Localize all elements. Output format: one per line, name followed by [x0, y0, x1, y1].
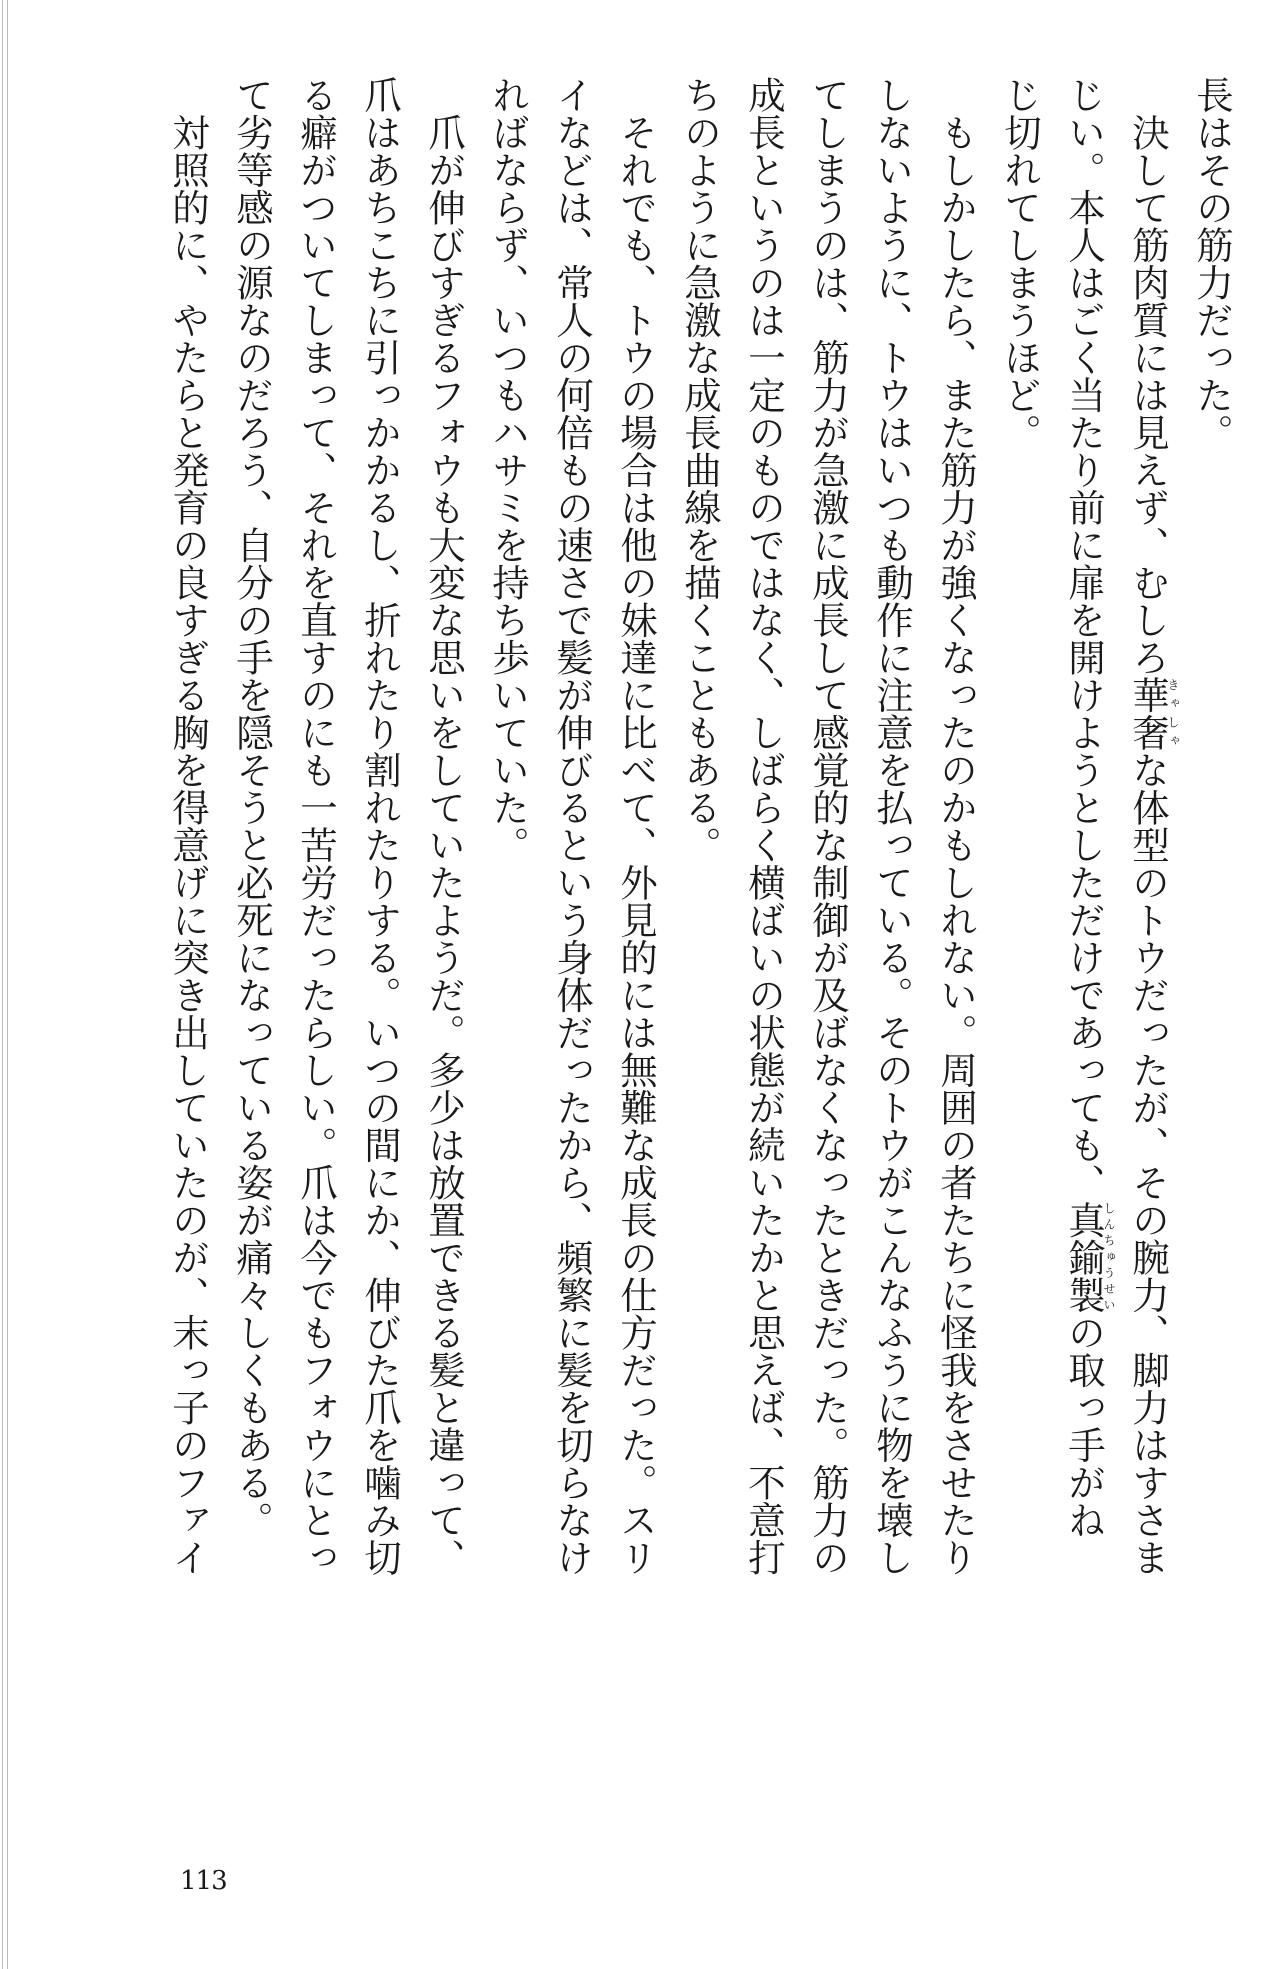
text-line [860, 76, 924, 1596]
text-segment: の取っ手がね [1062, 1313, 1106, 1539]
text-line [220, 76, 284, 1596]
text-segment: イなどは、常人の何倍もの速さで髪が伸びるという身体だったから、頻繁に髪を切らなけ [550, 76, 594, 1576]
text-line [924, 76, 988, 1596]
text-line [476, 76, 540, 1596]
text-segment: ちのように急激な成長曲線を描くこともある。 [678, 76, 722, 864]
text-segment: ればならず、いつもハサミを持ち歩いていた。 [486, 76, 530, 864]
ruby-word: 真鍮製しんちゅうせい [1062, 1201, 1116, 1314]
text-line [732, 76, 796, 1596]
page-edge [0, 0, 12, 1969]
text-segment: てしまうのは、筋力が急激に成長して感覚的な制御が及ばなくなったときだった。筋力の [806, 76, 850, 1576]
text-line [604, 76, 668, 1596]
text-line [1116, 76, 1180, 1596]
text-line [412, 76, 476, 1596]
text-segment: もしかしたら、また筋力が強くなったのかもしれない。周囲の者たちに怪我をさせたり [934, 76, 978, 1576]
ruby-reading: きゃしゃ [1166, 676, 1180, 751]
text-line [156, 76, 220, 1596]
body-text [154, 76, 1244, 1596]
text-segment: 爪はあちこちに引っかかるし、折れたり割れたりする。いつの間にか、伸びた爪を噛み切 [358, 76, 402, 1576]
text-segment: 決して筋肉質には見えず、むしろ [1126, 76, 1170, 676]
text-line [668, 76, 732, 1596]
text-segment: 爪が伸びすぎるフォウも大変な思いをしていたようだ。多少は放置できる髪と違って、 [422, 76, 466, 1576]
text-segment: しないように、トウはいつも動作に注意を払っている。そのトウがこんなふうに物を壊し [870, 76, 914, 1576]
text-segment: じ切れてしまうほど。 [998, 76, 1042, 451]
text-line [1180, 76, 1244, 1596]
text-segment: 対照的に、やたらと発育の良すぎる胸を得意げに突き出していたのが、末っ子のファイ [166, 76, 210, 1576]
text-line [348, 76, 412, 1596]
text-segment: 長はその筋力だった。 [1190, 76, 1234, 451]
text-line [796, 76, 860, 1596]
ruby-word: 華奢きゃしゃ [1126, 676, 1180, 751]
text-segment: な体型のトウだったが、その腕力、脚力はすさま [1126, 751, 1170, 1576]
text-line [988, 76, 1052, 1596]
text-line [1052, 76, 1116, 1596]
page-number: 113 [180, 1866, 227, 1896]
text-segment: て劣等感の源なのだろう、自分の手を隠そうと必死になっている姿が痛々しくもある。 [230, 76, 274, 1539]
ruby-reading: しんちゅうせい [1102, 1201, 1116, 1314]
text-segment: る癖がついてしまって、それを直すのにも一苦労だったらしい。爪は今でもフォウにとっ [294, 76, 338, 1576]
text-segment: それでも、トウの場合は他の妹達に比べて、外見的には無難な成長の仕方だった。スリ [614, 76, 658, 1576]
text-segment: 成長というのは一定のものではなく、しばらく横ばいの状態が続いたかと思えば、不意打 [742, 76, 786, 1576]
text-segment: じい。本人はごく当たり前に扉を開けようとしただけであっても、 [1062, 76, 1106, 1201]
text-line [540, 76, 604, 1596]
text-line [284, 76, 348, 1596]
